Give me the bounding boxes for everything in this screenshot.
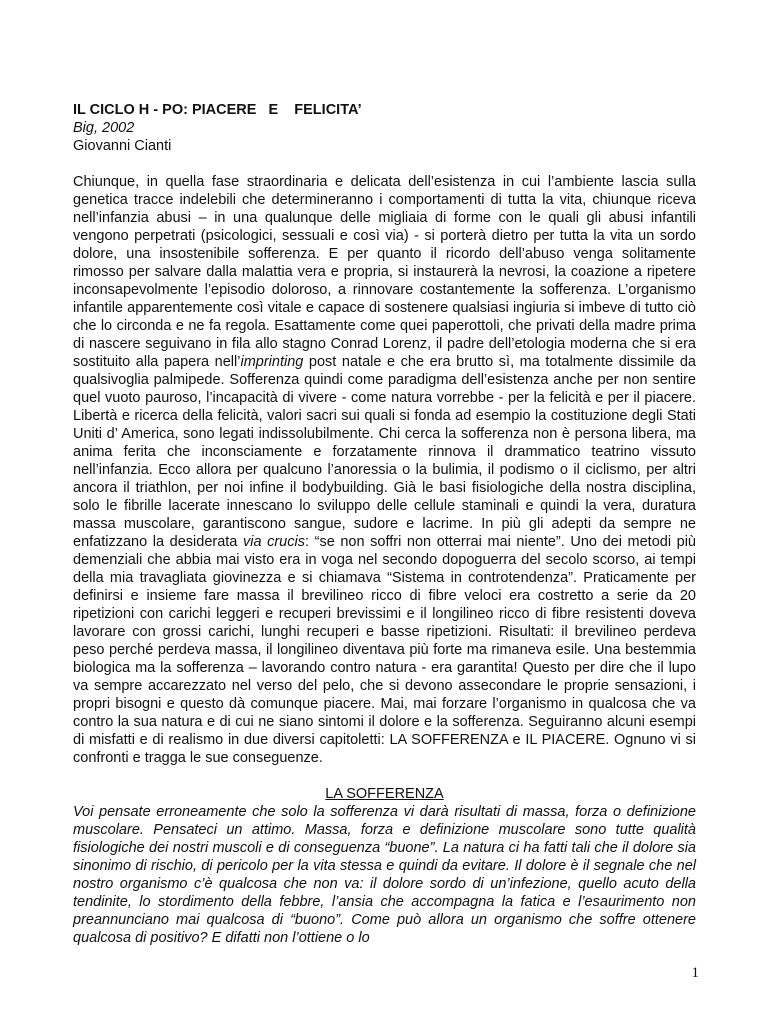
document-subtitle: Big, 2002 [73, 120, 135, 136]
document-author: Giovanni Cianti [73, 138, 172, 154]
section-heading: LA SOFFERENZA [325, 786, 444, 802]
intro-text-part-1: Chiunque, in quella fase straordinaria e delicata dell’esistenza in cui l’ambiente lascia sulla genetica tracce indelebili che determineranno i comportamenti di tutta la vita, chiunque riceva nell’infanzia abusi – in una qualunque delle migliaia di forme con le quali gli abusi infantili vengono perpetrati (psicologici, sessuali e così via) - si porterà dietro per tutta la vita un sordo dolore, una insostenibile sofferenza. E per quanto il ricordo dell’abuso venga solitamente rimosso per salvare dalla malattia vera e propria, si instaurerà la nevrosi, la coazione a ripetere inconsapevolmente l’episodio doloroso, a rinnovare costantemente la sofferenza. L’organismo infantile apparentemente così vitale e capace di sostenere qualsiasi ingiuria si imbeve di tutto ciò che lo circonda e ne fa regola. Esattamente come quei paperottoli, che privati della madre prima di nascere seguivano in fila allo stagno Conrad Lorenz, il padre dell’etologia moderna che si era sostituito alla papera nell’ [73, 174, 696, 370]
document-title: IL CICLO H - PO: PIACERE E FELICITA’ [73, 102, 362, 118]
intro-paragraph [73, 173, 696, 767]
page-number: 1 [691, 965, 699, 981]
section-paragraph: Voi pensate erroneamente che solo la sofferenza vi darà risultati di massa, forza o definizione muscolare. Pensateci un attimo. Massa, forza e definizione muscolare sono tutte qualità fisiologiche dei nostri muscoli e di conseguenza “buone”. La natura ci ha fatti tali che il dolore sia sinonimo di rischio, di pericolo per la vita stessa e quindi da evitare. Il dolore è il segnale che nel nostro organismo c’è qualcosa che non va: il dolore sordo di un’infezione, quello acuto della tendinite, lo stordimento della febbre, l’ansia che accompagna la fatica e l’esaurimento non preannunciano mai qualcosa di “buono”. Come può allora un organismo che soffre ottenere qualcosa di positivo? E difatti non l’ottiene o lo [73, 804, 696, 946]
via-crucis-term: via crucis [242, 534, 305, 550]
intro-text-part-2: post natale e che era brutto sì, ma totalmente dissimile da qualsivoglia palmipede. Sofferenza quindi come paradigma dell’esistenza anche per non sentire quel vuoto pauroso, l’incapacità di vivere - come natura vorrebbe - per la felicità e per il piacere. Libertà e ricerca della felicità, valori sacri sui quali si fonda ad esempio la costituzione degli Stati Uniti d’ America, sono legati indissolubilmente. Chi cerca la sofferenza non è persona libera, ma anima ferita che inconsciamente e forzatamente rinnova il drammatico teatrino vissuto nell’infanzia. Ecco allora per qualcuno l’anoressia o la bulimia, il podismo o il ciclismo, per altri ancora il triathlon, per noi infine il bodybuilding. Già le basi fisiologiche della nostra disciplina, solo le fibrille lacerate innescano lo sviluppo delle cellule staminali e quindi la vera, duratura massa muscolare, garantiscono sangue, sudore e lacrime. In più gli adepti da sempre ne enfatizzano la desiderata [73, 354, 696, 550]
document-page [73, 101, 696, 947]
intro-text-part-3: : “se non soffri non otterrai mai niente”. Uno dei metodi più demenziali che abbia mai visto era in voga nel secondo dopoguerra del secolo scorso, ai tempi della mia travagliata giovinezza e si chiamava “Sistema in controtendenza”. Praticamente per definirsi e insieme fare massa il brevilineo ricco di fibre veloci era costretto a serie da 20 ripetizioni con carichi leggeri e recuperi brevissimi e il longilineo ricco di fibre resistenti doveva lavorare con grossi carichi, lunghi recuperi e basse ripetizioni. Risultati: il brevilineo perdeva peso perché perdeva massa, il longilineo diventava più forte ma rimaneva esile. Una bestemmia biologica ma la sofferenza – lavorando contro natura - era garantita! Questo per dire che il lupo va sempre accarezzato nel verso del pelo, che si devono assecondare le proprie sensazioni, i propri bisogni e questo dà comunque piacere. Mai, mai forzare l’organismo in qualcosa che va contro la sua natura e di cui ne siano sintomi il dolore e la sofferenza. Seguiranno alcuni esempi di misfatti e di realismo in due diversi capitoletti: LA SOFFERENZA e IL PIACERE. Ognuno vi si confronti e tragga le sue conseguenze. [73, 534, 696, 766]
imprinting-term: imprinting [240, 354, 304, 370]
